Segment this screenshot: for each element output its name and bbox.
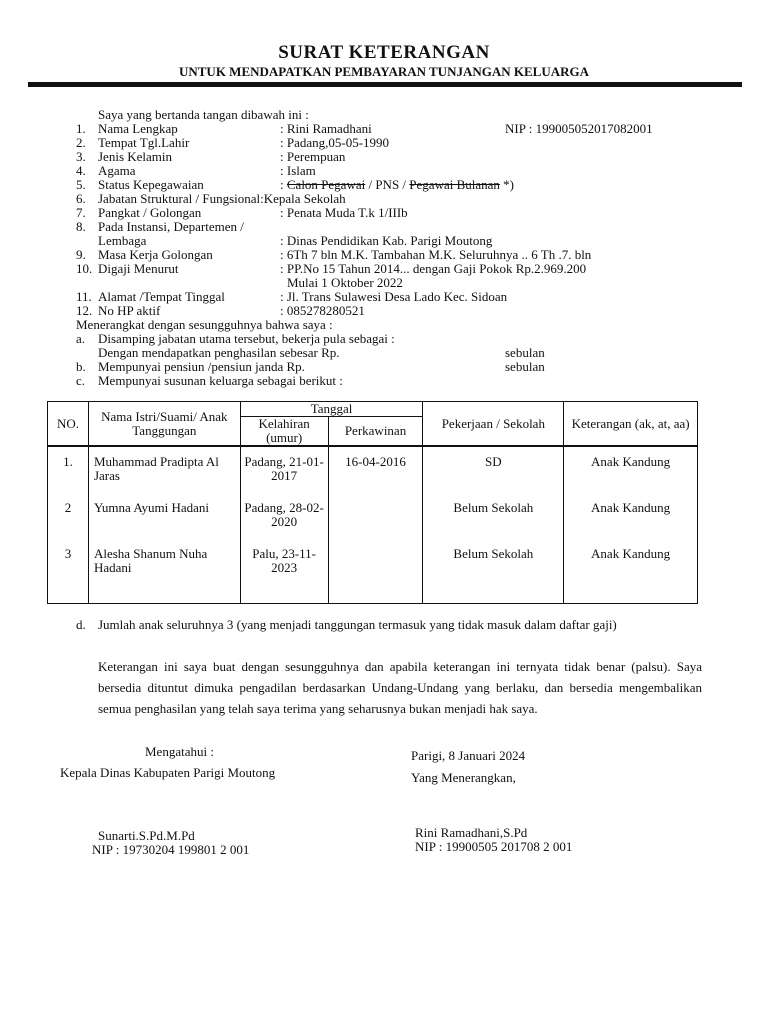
row-kelahiran: Padang, 21-01-2017 [240,446,328,497]
field-11-label: Alamat /Tempat Tinggal [98,289,225,304]
table-row [48,497,698,543]
field-5-label: Status Kepegawaian [98,177,204,192]
header-kelahiran: Kelahiran (umur) [240,417,328,447]
item-c-text: Mempunyai susunan keluarga sebagai berikut : [98,373,343,388]
header-tanggal: Tanggal [240,402,423,417]
item-b-text: Mempunyai pensiun /pensiun janda Rp. [98,359,305,374]
document-title: SURAT KETERANGAN [278,42,490,63]
row-perkawinan [328,497,423,543]
field-1-value: : Rini Ramadhani [280,121,372,136]
header-divider [28,82,742,87]
row-keterangan: Anak Kandung [564,497,698,543]
signature-right-name: Rini Ramadhani,S.Pd [415,825,528,840]
field-4-number: 4. [76,163,86,178]
field-6-label: Jabatan Struktural / Fungsional:Kepala Sekolah [98,191,346,206]
row-name: Yumna Ayumi Hadani [88,497,240,543]
field-12-number: 12. [76,303,93,318]
field-9-value: : 6Th 7 bln M.K. Tambahan M.K. Seluruhnya .. 6 Th .7. bln [280,247,592,262]
item-d-text: Jumlah anak seluruhnya 3 (yang menjadi tanggungan termasuk yang tidak masuk dalam daftar gaji) [98,617,617,632]
field-10-value-cont: Mulai 1 Oktober 2022 [287,275,403,290]
header-keterangan: Keterangan (ak, at, aa) [564,402,698,447]
field-10-number: 10. [76,261,93,276]
status-option-calon-pegawai: Calon Pegawai [286,177,366,192]
row-perkawinan: 16-04-2016 [328,446,423,497]
item-b-period: sebulan [505,359,545,374]
nip-header: NIP : 199005052017082001 [505,121,653,136]
intro-text: Saya yang bertanda tangan dibawah ini : [98,107,309,122]
header-name: Nama Istri/Suami/ Anak Tanggungan [88,402,240,447]
field-10-value: : PP.No 15 Tahun 2014... dengan Gaji Pokok Rp.2.969.200 [280,261,587,276]
status-value [280,178,514,192]
signature-right-role: Yang Menerangkan, [411,770,516,785]
row-keterangan: Anak Kandung [564,446,698,497]
field-1-label: Nama Lengkap [98,121,178,136]
status-suffix: *) [499,177,515,192]
field-12-label: No HP aktif [98,303,161,318]
status-option-pns: / PNS / [365,177,410,192]
item-a-period: sebulan [505,345,545,360]
declaration-text: Menerangkat dengan sesungguhnya bahwa saya : [76,317,333,332]
header-no: NO. [48,402,89,447]
closing-paragraph: Keterangan ini saya buat dengan sesungguhnya dan apabila keterangan ini ternyata tidak benar (palsu). Saya bersedia dituntut dimuka pengadilan berdasarkan Undang-Undang yang berlaku, dan bersedia mengembalikan semua penghasilan yang telah saya terima yang seharusnya bukan menjadi hak saya. [98,659,702,716]
row-kelahiran: Padang, 28-02-2020 [240,497,328,543]
field-12-value: : 085278280521 [280,303,365,318]
field-2-value: : Padang,05-05-1990 [280,135,390,150]
row-name: Alesha Shanum Nuha Hadani [88,543,240,604]
table-row [48,446,698,497]
field-4-value: : Islam [280,163,316,178]
row-kelahiran: Palu, 23-11-2023 [240,543,328,604]
field-2-number: 2. [76,135,86,150]
field-11-number: 11. [76,289,92,304]
signature-left-known: Mengatahui : [145,744,214,759]
signature-left-office: Kepala Dinas Kabupaten Parigi Moutong [60,765,276,780]
item-b-letter: b. [76,359,86,374]
header-pekerjaan: Pekerjaan / Sekolah [423,402,564,447]
field-6-number: 6. [76,191,86,206]
item-a-text: Disamping jabatan utama tersebut, bekerja pula sebagai : [98,331,395,346]
row-pekerjaan: Belum Sekolah [423,497,564,543]
field-8-label-cont: Lembaga [98,233,147,248]
row-no: 2 [48,497,89,543]
field-4-label: Agama [98,163,136,178]
field-8-label: Pada Instansi, Departemen / [98,219,244,234]
field-5-number: 5. [76,177,86,192]
signature-right-nip: NIP : 19900505 201708 2 001 [415,839,573,854]
item-d-letter: d. [76,617,86,632]
row-no: 1. [48,446,89,497]
item-a-income-text: Dengan mendapatkan penghasilan sebesar Rp. [98,345,340,360]
field-8-number: 8. [76,219,86,234]
field-7-value: : Penata Muda T.k 1/IIIb [280,205,408,220]
signature-left-nip: NIP : 19730204 199801 2 001 [92,842,250,857]
item-a-letter: a. [76,331,86,346]
field-3-value: : Perempuan [280,149,346,164]
row-pekerjaan: Belum Sekolah [423,543,564,604]
row-perkawinan [328,543,423,604]
document-subtitle: UNTUK MENDAPATKAN PEMBAYARAN TUNJANGAN KELUARGA [178,64,589,79]
field-3-number: 3. [76,149,86,164]
signature-left-name: Sunarti.S.Pd.M.Pd [98,828,195,843]
field-8-value: : Dinas Pendidikan Kab. Parigi Moutong [280,233,493,248]
field-3-label: Jenis Kelamin [98,149,173,164]
field-7-label: Pangkat / Golongan [98,205,202,220]
row-keterangan: Anak Kandung [564,543,698,604]
field-11-value: : Jl. Trans Sulawesi Desa Lado Kec. Sidoan [280,289,508,304]
field-7-number: 7. [76,205,86,220]
field-10-label: Digaji Menurut [98,261,179,276]
item-c-letter: c. [76,373,86,388]
row-name: Muhammad Pradipta Al Jaras [88,446,240,497]
status-prefix: : [280,177,287,192]
family-table [47,401,698,604]
row-no: 3 [48,543,89,604]
table-row [48,543,698,604]
signature-right-place-date: Parigi, 8 Januari 2024 [411,748,526,763]
field-9-label: Masa Kerja Golongan [98,247,213,262]
field-9-number: 9. [76,247,86,262]
row-pekerjaan: SD [423,446,564,497]
field-2-label: Tempat Tgl.Lahir [98,135,190,150]
status-option-pegawai-bulanan: Pegawai Bulanan [409,177,500,192]
header-perkawinan: Perkawinan [328,417,423,447]
field-1-number: 1. [76,121,86,136]
